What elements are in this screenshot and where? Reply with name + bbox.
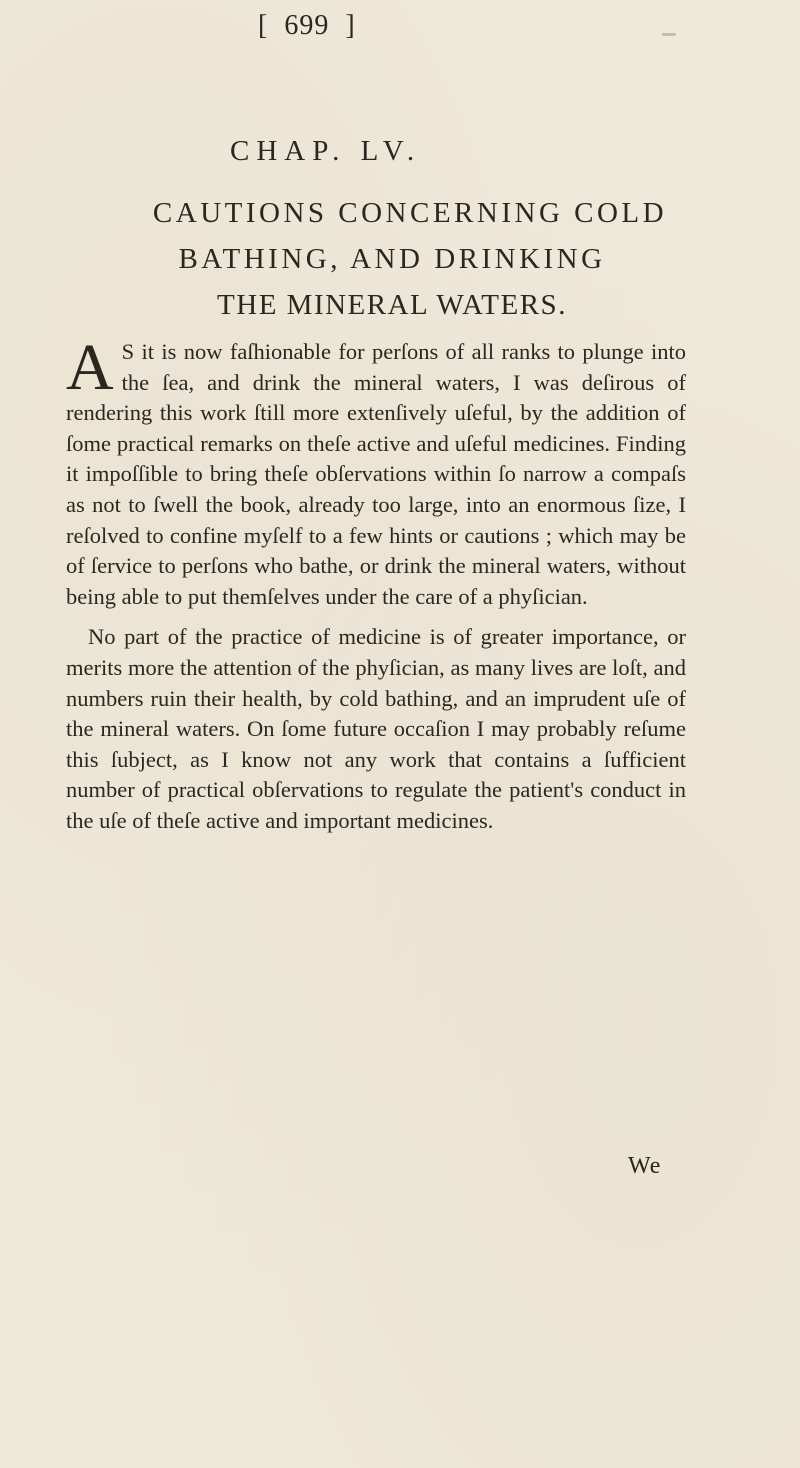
page-number: [ 699 ] (258, 10, 356, 41)
paragraph-2: No part of the practice of medicine is of greater importance, or merits more the attention of the phyſician, as many lives are loſt, and numbers ruin their health, by cold bathing, and an imprudent uſe of the mineral waters. On ſome future occaſion I may probably reſume this ſubject, as I know not any work that contains a ſufficient number of practical obſervations to regulate the patient's conduct in the uſe of theſe active and important medicines. (66, 624, 686, 833)
chapter-heading: CHAP. LV. (230, 135, 422, 167)
catchword: We (628, 1153, 662, 1179)
chapter-title-line-3: THE MINERAL WATERS. (217, 289, 567, 321)
chapter-title-line-2: BATHING, AND DRINKING (178, 243, 606, 275)
body-text (66, 331, 686, 837)
ink-smudge (662, 33, 676, 36)
chapter-title-line-1: CAUTIONS CONCERNING COLD (152, 197, 668, 229)
chapter-title (110, 190, 730, 328)
paragraph-1: AS it is now faſhionable for perſons of all ranks to plunge into the ſea, and drink the mineral waters, I was deſirous of rendering this work ſtill more extenſively uſeful, by the addition of ſome practical remarks on theſe active and uſeful medicines. Finding it impoſſible to bring theſe obſervations within ſo narrow a compaſs as not to ſwell the book, already too large, into an enormous ſize, I reſolved to confine myſelf to a few hints or cautions ; which may be of ſervice to perſons who bathe, or drink the mineral waters, without being able to put themſelves under the care of a phyſician. (66, 331, 686, 609)
